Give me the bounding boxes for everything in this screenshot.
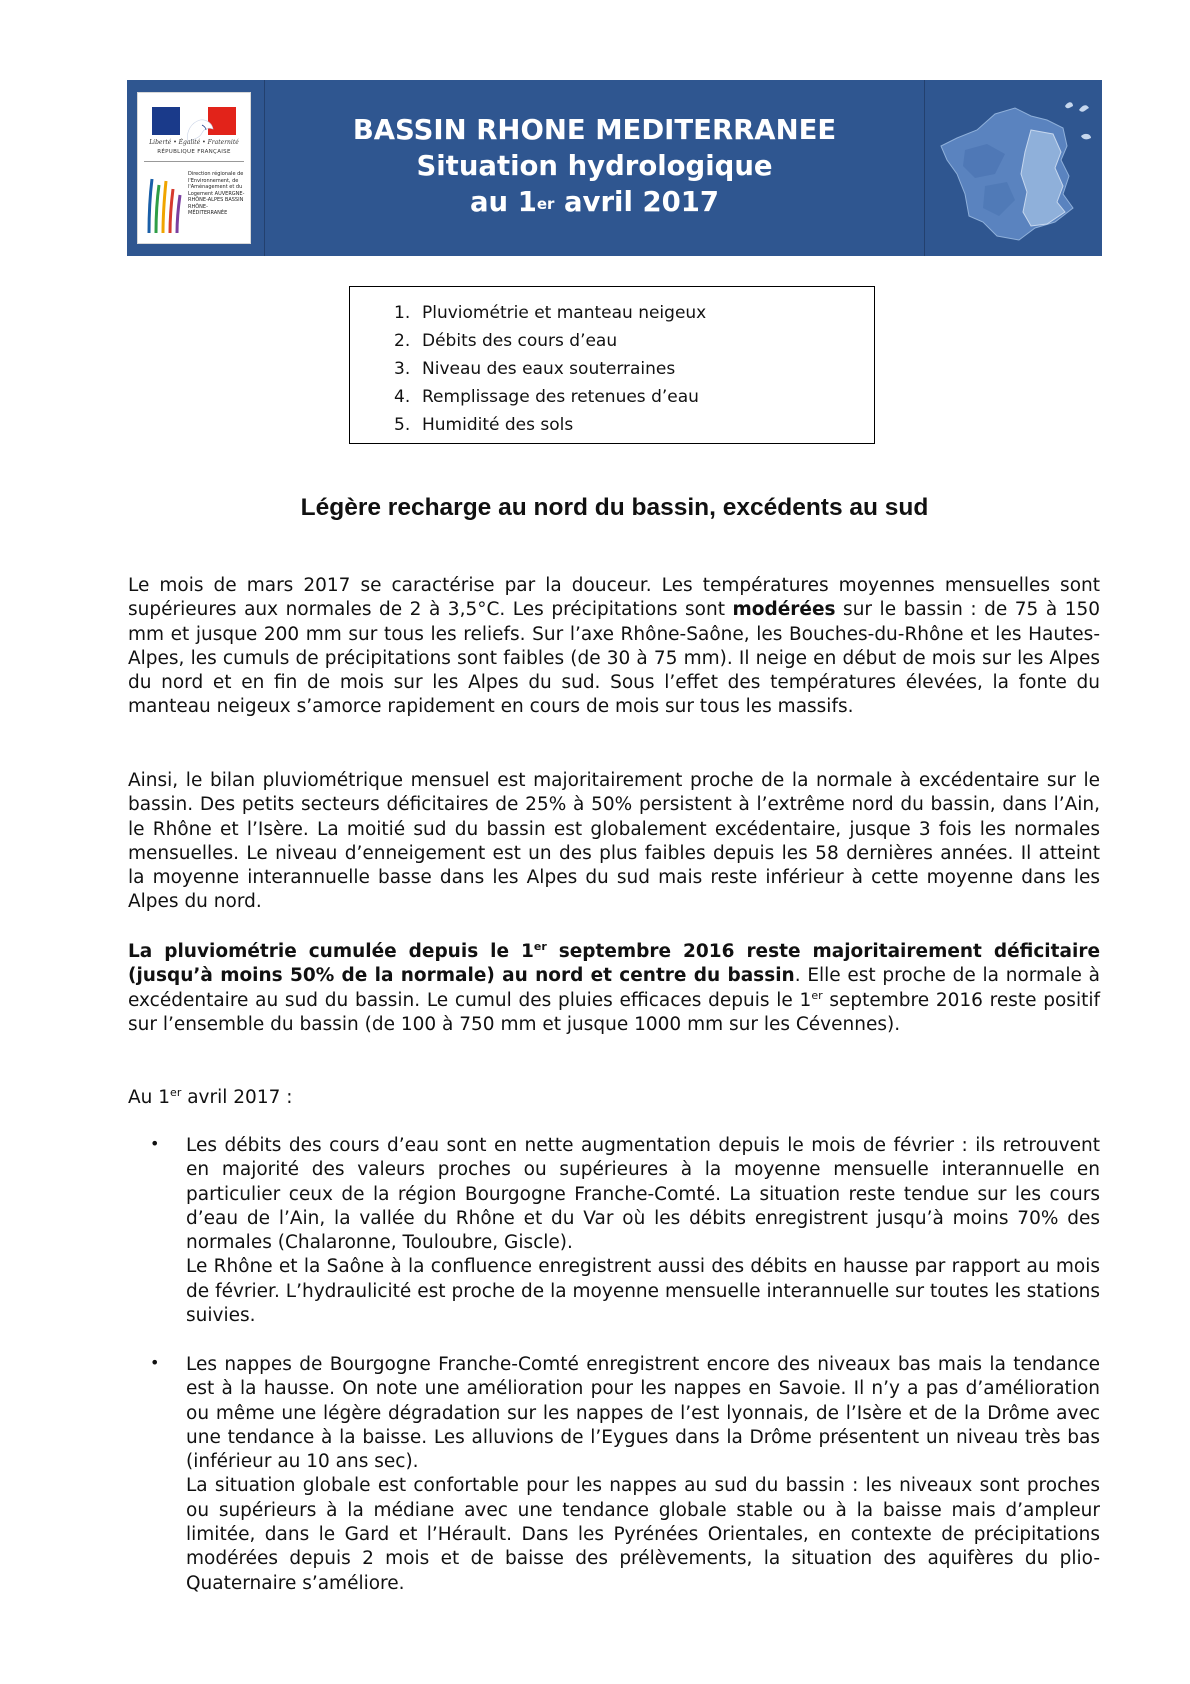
title-line-3: au 1er avril 2017	[469, 186, 719, 218]
paragraph-2: Ainsi, le bilan pluviométrique mensuel est majoritairement proche de la normale à excédentaire sur le bassin. Des petits secteurs déficitaires de 25% à 50% persistent à l’extrême nord du bassin, dans l’Ain, le Rhône et l’Isère. La moitié sud du bassin est globalement excédentaire, jusque 3 fois les normales mensuelles. Le niveau d’enneigement est un des plus faibles depuis les 58 dernières années. Il atteint la moyenne interannuelle basse dans les Alpes du sud mais reste inférieur à cette moyenne dans les Alpes du nord.	[128, 770, 1100, 913]
france-map-icon	[935, 90, 1095, 246]
page-title	[267, 112, 922, 220]
bullet-marker: •	[150, 1134, 160, 1153]
toc-item: 4. Remplissage des retenues d’eau	[394, 387, 699, 407]
title-line-2: Situation hydrologique	[416, 150, 773, 182]
toc-item: 2. Débits des cours d’eau	[394, 331, 618, 351]
paragraph-3: La pluviométrie cumulée depuis le 1er septembre 2016 reste majoritairement déficitaire (jusqu’à moins 50% de la normale) au nord et centre du bassin. Elle est proche de la normale à excédentaire au sud du bassin. Le cumul des pluies efficaces depuis le 1er septembre 2016 reste positif sur l’ensemble du bassin (de 100 à 750 mm et jusque 1000 mm sur les Cévennes).	[128, 939, 1100, 1035]
dreal-text: Direction régionale de l'Environnement, de l'Aménagement et du Logement AUVERGNE-RHÔNE-ALPES BASSIN RHÔNE-MÉDITERRANÉE	[188, 171, 245, 216]
logo-republic: RÉPUBLIQUE FRANÇAISE	[157, 149, 231, 155]
toc-item: 1. Pluviométrie et manteau neigeux	[394, 303, 707, 323]
logo-motto: Liberté • Égalité • Fraternité	[149, 139, 239, 146]
ministry-logo	[137, 92, 251, 244]
paragraph-1: Le mois de mars 2017 se caractérise par la douceur. Les températures moyennes mensuelles sont supérieures aux normales de 2 à 3,5°C. Les précipitations sont modérées sur le bassin : de 75 à 150 mm et jusque 200 mm sur tous les reliefs. Sur l’axe Rhône-Saône, les Bouches-du-Rhône et les Hautes-Alpes, les cumuls de précipitations sont faibles (de 30 à 75 mm). Il neige en début de mois sur les Alpes du nord et en fin de mois sur les Alpes du sud. Sous l’effet des températures élevées, la fonte du manteau neigeux s’amorce rapidement en cours de mois sur tous les massifs.	[128, 575, 1101, 718]
bullet-item-debits: Les débits des cours d’eau sont en nette augmentation depuis le mois de février : ils retrouvent en majorité des valeurs proches ou supérieures à la moyenne mensuelle interannuelle en particulier ceux de la région Bourgogne Franche-Comté. La situation reste tendue sur les cours d’eau de l’Ain, la vallée du Rhône et du Var où les débits enregistrent jusqu’à moins 70% des normales (Chalaronne, Touloubre, Giscle). Le Rhône et la Saône à la confluence enregistrent aussi des débits en hausse par rapport au mois de février. L’hydraulicité est proche de la moyenne mensuelle interannuelle sur toutes les stations suivies.	[186, 1135, 1100, 1327]
header-banner	[127, 80, 1102, 256]
title-line-1: BASSIN RHONE MEDITERRANEE	[352, 114, 837, 146]
paragraph-4: Au 1er avril 2017 :	[128, 1085, 293, 1108]
table-of-contents	[349, 286, 875, 444]
headline: Légère recharge au nord du bassin, excédents au sud	[300, 494, 929, 521]
bullet-item-nappes: Les nappes de Bourgogne Franche-Comté enregistrent encore des niveaux bas mais la tendance est à la hausse. On note une amélioration pour les nappes en Savoie. Il n’y a pas d’amélioration ou même une légère dégradation sur les nappes de l’est lyonnais, de l’Isère et de la Drôme avec une tendance à la baisse. Les alluvions de l’Eygues dans la Drôme présentent un niveau très bas (inférieur au 10 ans sec). La situation globale est confortable pour les nappes au sud du bassin : les niveaux sont proches ou supérieurs à la médiane avec une tendance globale stable ou à la baisse mais d’ampleur limitée, dans le Gard et l’Hérault. Dans les Pyrénées Orientales, en contexte de précipitations modérées depuis 2 mois et de baisse des prélèvements, la situation des aquifères du plio-Quaternaire s’améliore.	[186, 1354, 1100, 1594]
bullet-marker: •	[150, 1353, 160, 1372]
french-flag-icon	[152, 107, 236, 135]
toc-item: 5. Humidité des sols	[394, 415, 574, 435]
dreal-bars-icon	[146, 173, 186, 235]
toc-item: 3. Niveau des eaux souterraines	[394, 359, 676, 379]
